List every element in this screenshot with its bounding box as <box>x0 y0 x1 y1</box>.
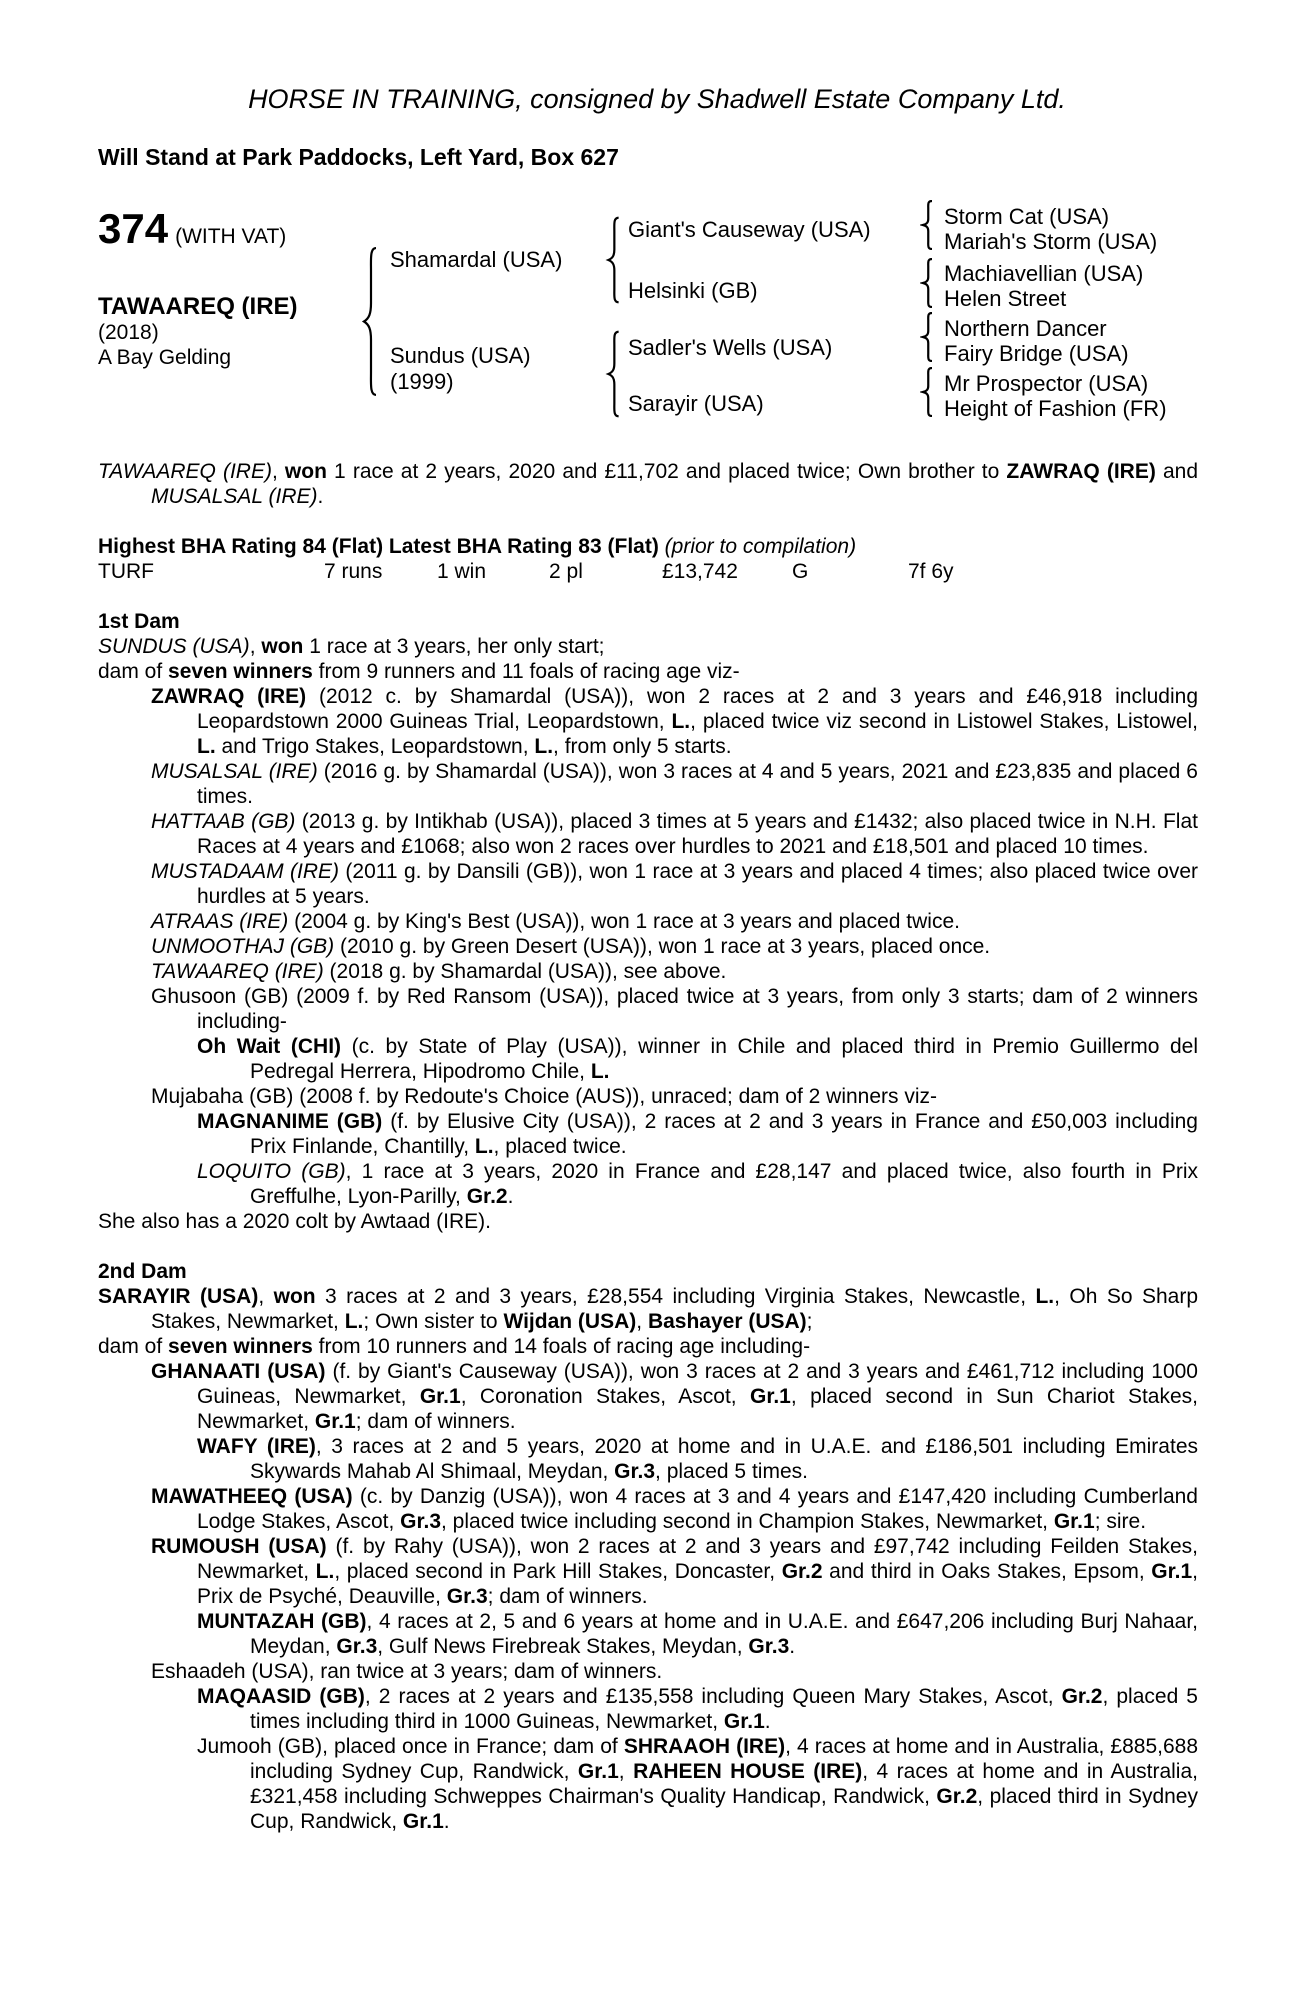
text-run: GHANAATI (USA) <box>151 1360 326 1383</box>
text-run: (f. by Rahy (USA)), won 2 races at 2 and 3 years and £97,742 including Feilden Stakes, Newmarket, <box>197 1535 1198 1583</box>
progeny-musalsal <box>98 759 1198 809</box>
text-run: , Prix de Psyché, Deauville, <box>197 1560 1199 1608</box>
text-run: (2010 g. by Green Desert (USA)), won 1 race at 3 years, placed once. <box>334 935 991 958</box>
text-run: RAHEEN HOUSE (IRE) <box>633 1760 863 1783</box>
text-run: Ghusoon (GB) (2009 f. by Red Ransom (USA)), placed twice at 3 years, from only 3 starts; dam of 2 winners including- <box>151 985 1198 1033</box>
text-run: Jumooh (GB), placed once in France; dam of <box>197 1735 624 1758</box>
text-run: , Oh So Sharp Stakes, Newmarket, <box>151 1285 1199 1333</box>
progeny-hattaab <box>98 809 1198 859</box>
progeny-ghusoon <box>98 984 1198 1034</box>
text-run: HATTAAB (GB) <box>151 810 296 833</box>
text-run: ; <box>806 1310 813 1333</box>
text-run: ZAWRAQ (IRE) <box>1006 460 1156 483</box>
race-record-row <box>98 559 1198 584</box>
text-run: Wijdan (USA) <box>503 1310 637 1333</box>
text-run: , 4 races at home and in Australia, £885,688 including Sydney Cup, Randwick, <box>250 1735 1198 1783</box>
brace-icon <box>920 258 935 308</box>
text-run: She also has a 2020 colt by Awtaad (IRE). <box>98 1210 492 1233</box>
sire-sire-name: Giant's Causeway (USA) <box>628 217 871 242</box>
progeny-muntazah <box>98 1609 1198 1659</box>
ancestor-height-of-fashion: Height of Fashion (FR) <box>944 396 1167 421</box>
progeny-rumoush <box>98 1534 1198 1609</box>
text-run: Gr.1 <box>750 1385 791 1408</box>
text-run: Gr.2 <box>936 1785 978 1808</box>
text-run: MAWATHEEQ (USA) <box>151 1485 353 1508</box>
text-run: 1 race at 2 years, 2020 and £11,702 and placed twice; Own brother to <box>326 460 1007 483</box>
text-run: SARAYIR (USA) <box>98 1285 259 1308</box>
section-heading-1st-dam: 1st Dam <box>98 610 180 633</box>
progeny-unmoothaj <box>98 934 1198 959</box>
brace-icon <box>920 312 935 362</box>
ancestor-northern-dancer: Northern Dancer <box>944 316 1107 341</box>
text-run: L. <box>344 1310 364 1333</box>
progeny-wafy <box>98 1434 1198 1484</box>
text-run: Bashayer (USA) <box>647 1310 807 1333</box>
text-run: and Trigo Stakes, Leopardstown, <box>215 735 535 758</box>
pedigree-tree <box>0 0 1314 440</box>
text-run: , Coronation Stakes, Ascot, <box>460 1385 750 1408</box>
text-run: UNMOOTHAJ (GB) <box>151 935 335 958</box>
horse-foaling-year: (2018) <box>98 321 159 344</box>
text-run: L. <box>590 1060 610 1083</box>
text-run: ; dam of winners. <box>355 1410 516 1433</box>
text-run: Mujabaha (GB) (2008 f. by Redoute's Choice (AUS)), unraced; dam of 2 winners viz- <box>151 1085 938 1108</box>
text-run: (f. by Elusive City (USA)), 2 races at 2 and 3 years in France and £50,003 including Prix Finlande, Chantilly, <box>250 1110 1198 1158</box>
progeny-tawaareq <box>98 959 1198 984</box>
stand-location: Will Stand at Park Paddocks, Left Yard, Box 627 <box>98 144 619 170</box>
text-run: (prior to compilation) <box>664 535 857 558</box>
horse-description: A Bay Gelding <box>98 346 232 369</box>
text-run: , <box>618 1760 634 1783</box>
catalog-text <box>98 459 1198 1834</box>
text-run: (f. by Giant's Causeway (USA)), won 3 races at 2 and 3 years and £461,712 including 1000 Guineas, Newmarket, <box>197 1360 1198 1408</box>
progeny-oh-wait <box>98 1034 1198 1084</box>
text-run: MUSTADAAM (IRE) <box>151 860 340 883</box>
text-run: from 10 runners and 14 foals of racing age including- <box>312 1335 811 1358</box>
text-run: Gr.1 <box>402 1810 444 1833</box>
text-run: , <box>636 1310 648 1333</box>
text-run: TAWAAREQ (IRE) <box>151 960 324 983</box>
dam-year: (1999) <box>390 369 454 394</box>
brace-icon <box>605 330 622 418</box>
dam-note-2020-colt <box>98 1209 1198 1234</box>
progeny-zawraq <box>98 684 1198 759</box>
text-run: Gr.2 <box>466 1185 508 1208</box>
ancestor-mariahs-storm: Mariah's Storm (USA) <box>944 229 1158 254</box>
lot-vat-note: (WITH VAT) <box>175 225 287 248</box>
text-run: Gr.1 <box>1053 1510 1095 1533</box>
text-run: SHRAAOH (IRE) <box>623 1735 786 1758</box>
text-run: , from only 5 starts. <box>553 735 732 758</box>
text-run: L. <box>1035 1285 1055 1308</box>
text-run: 3 races at 2 and 3 years, £28,554 including Virginia Stakes, Newcastle, <box>315 1285 1036 1308</box>
lot-header <box>98 205 287 252</box>
text-run: SUNDUS (USA) <box>98 635 250 658</box>
text-run: , 3 races at 2 and 5 years, 2020 at home and in U.A.E. and £186,501 including Emirates Skywards Mahab Al Shimaal, Meydan, <box>250 1435 1198 1483</box>
text-run: won <box>284 460 327 483</box>
dam-sundus-produce-intro <box>98 659 1198 684</box>
race-record-col: TURF <box>98 560 154 583</box>
text-run: , Gulf News Firebreak Stakes, Meydan, <box>377 1635 749 1658</box>
text-run: (c. by State of Play (USA)), winner in Chile and placed third in Premio Guillermo del Pedregal Herrera, Hipodromo Chile, <box>250 1035 1198 1083</box>
text-run: ATRAAS (IRE) <box>151 910 289 933</box>
progeny-ghanaati <box>98 1359 1198 1434</box>
text-run: . <box>443 1810 450 1833</box>
text-run: and <box>1155 460 1199 483</box>
text-run: , placed twice including second in Champion Stakes, Newmarket, <box>441 1510 1054 1533</box>
text-run: L. <box>671 710 691 733</box>
progeny-mujabaha <box>98 1084 1198 1109</box>
text-run: , placed second in Park Hill Stakes, Doncaster, <box>334 1560 782 1583</box>
text-run: L. <box>197 735 216 758</box>
brace-icon <box>360 245 380 398</box>
page-title: HORSE IN TRAINING, consigned by Shadwell Estate Company Ltd. <box>248 84 1066 114</box>
text-run: (2012 c. by Shamardal (USA)), won 2 races at 2 and 3 years and £46,918 including Leopardstown 2000 Guineas Trial, Leopardstown, <box>197 685 1198 733</box>
text-run: Highest BHA Rating 84 (Flat) Latest BHA Rating 83 (Flat) <box>98 535 665 558</box>
text-run: , placed twice. <box>493 1135 627 1158</box>
text-run: Gr.3 <box>446 1585 488 1608</box>
text-run: , <box>271 460 285 483</box>
text-run: . <box>789 1635 796 1658</box>
text-run: dam of <box>98 660 169 683</box>
text-run: 1 race at 3 years, her only start; <box>303 635 605 658</box>
race-record-col: £13,742 <box>662 560 738 583</box>
text-run: , 4 races at home and in Australia, £321,458 including Schweppes Chairman's Quality Handicap, Randwick, <box>250 1760 1198 1808</box>
text-run: ; dam of winners. <box>487 1585 648 1608</box>
dam-sire-name: Sadler's Wells (USA) <box>628 335 833 360</box>
brace-icon <box>605 216 622 304</box>
text-run: won <box>273 1285 316 1308</box>
text-run: and third in Oaks Stakes, Epsom, <box>822 1560 1152 1583</box>
text-run: , placed twice viz second in Listowel Stakes, Listowel, <box>690 710 1198 733</box>
text-run: , placed third in Sydney Cup, Randwick, <box>250 1785 1198 1833</box>
text-run: Eshaadeh (USA), ran twice at 3 years; dam of winners. <box>151 1660 663 1683</box>
text-run: Gr.1 <box>314 1410 356 1433</box>
dam-dam-name: Sarayir (USA) <box>628 391 764 416</box>
text-run: from 9 runners and 11 foals of racing age viz- <box>312 660 740 683</box>
ancestor-helen-street: Helen Street <box>944 286 1067 311</box>
text-run: ; Own sister to <box>363 1310 504 1333</box>
text-run: Gr.1 <box>577 1760 619 1783</box>
text-run: WAFY (IRE) <box>197 1435 316 1458</box>
progeny-jumooh <box>98 1734 1198 1834</box>
brace-icon <box>920 200 935 250</box>
dam-sundus-summary <box>98 634 1198 659</box>
progeny-mawatheeq <box>98 1484 1198 1534</box>
text-run: Gr.2 <box>1061 1685 1103 1708</box>
race-record-col: 2 pl <box>549 560 583 583</box>
text-run: , 4 races at 2, 5 and 6 years at home and in U.A.E. and £647,206 including Burj Nahaar, Meydan, <box>250 1610 1198 1658</box>
horse-race-summary <box>98 459 1198 509</box>
text-run: . <box>507 1185 514 1208</box>
text-run: (2013 g. by Intikhab (USA)), placed 3 times at 5 years and £1432; also placed twice in N.H. Flat Races at 4 years and £1068; also won 2 races over hurdles to 2021 and £18,501 and placed 10 times. <box>197 810 1198 858</box>
text-run: (2018 g. by Shamardal (USA)), see above. <box>323 960 727 983</box>
text-run: MAGNANIME (GB) <box>197 1110 383 1133</box>
ancestor-fairy-bridge: Fairy Bridge (USA) <box>944 341 1129 366</box>
text-run: L. <box>534 735 554 758</box>
lot-number: 374 <box>98 205 169 252</box>
text-run: Oh Wait (CHI) <box>197 1035 342 1058</box>
text-run: , placed 5 times. <box>655 1460 808 1483</box>
text-run: seven winners <box>168 1335 313 1358</box>
text-run: L. <box>474 1135 494 1158</box>
text-run: , placed 5 times including third in 1000 Guineas, Newmarket, <box>250 1685 1198 1733</box>
text-run: Gr.1 <box>723 1710 765 1733</box>
text-run: . <box>317 485 324 508</box>
race-record-col: 1 win <box>437 560 487 583</box>
sire-name: Shamardal (USA) <box>390 247 563 272</box>
text-run: Gr.3 <box>400 1510 442 1533</box>
ancestor-storm-cat: Storm Cat (USA) <box>944 204 1110 229</box>
text-run: Gr.1 <box>1151 1560 1193 1583</box>
progeny-maqaasid <box>98 1684 1198 1734</box>
text-run: Gr.3 <box>748 1635 790 1658</box>
text-run: , placed second in Sun Chariot Stakes, Newmarket, <box>197 1385 1198 1433</box>
text-run: L. <box>315 1560 335 1583</box>
horse-identity <box>98 293 298 370</box>
progeny-mustadaam <box>98 859 1198 909</box>
text-run: , <box>249 635 262 658</box>
progeny-loquito <box>98 1159 1198 1209</box>
text-run: MAQAASID (GB) <box>197 1685 365 1708</box>
ancestor-machiavellian: Machiavellian (USA) <box>944 261 1144 286</box>
text-run: ; sire. <box>1094 1510 1147 1533</box>
text-run: (2016 g. by Shamardal (USA)), won 3 races at 4 and 5 years, 2021 and £23,835 and placed 6 times. <box>197 760 1198 808</box>
text-run: . <box>764 1710 771 1733</box>
progeny-magnanime <box>98 1109 1198 1159</box>
progeny-eshaadeh <box>98 1659 1198 1684</box>
text-run: MUSALSAL (IRE) <box>151 760 318 783</box>
text-run: MUNTAZAH (GB) <box>197 1610 367 1633</box>
bha-rating-line <box>98 534 1198 559</box>
text-run: Gr.3 <box>614 1460 656 1483</box>
text-run: (2004 g. by King's Best (USA)), won 1 race at 3 years and placed twice. <box>288 910 960 933</box>
dam-sarayir-produce-intro <box>98 1334 1198 1359</box>
race-record-col: G <box>792 560 809 583</box>
text-run: Gr.3 <box>336 1635 378 1658</box>
horse-name: TAWAAREQ (IRE) <box>98 293 298 320</box>
text-run: , 1 race at 3 years, 2020 in France and £28,147 and placed twice, also fourth in Prix Greffulhe, Lyon-Parilly, <box>250 1160 1198 1208</box>
text-run: Gr.1 <box>419 1385 461 1408</box>
dam-sarayir-summary <box>98 1284 1198 1334</box>
text-run: RUMOUSH (USA) <box>151 1535 327 1558</box>
text-run: (2011 g. by Dansili (GB)), won 1 race at 3 years and placed 4 times; also placed twice over hurdles at 5 years. <box>197 860 1198 908</box>
text-run: MUSALSAL (IRE) <box>151 485 318 508</box>
ancestor-mr-prospector: Mr Prospector (USA) <box>944 371 1149 396</box>
race-record-col: 7f 6y <box>908 560 954 583</box>
sire-dam-name: Helsinki (GB) <box>628 278 758 303</box>
progeny-atraas <box>98 909 1198 934</box>
text-run: Gr.2 <box>781 1560 823 1583</box>
text-run: ZAWRAQ (IRE) <box>151 685 307 708</box>
text-run: dam of <box>98 1335 169 1358</box>
dam-name: Sundus (USA) <box>390 343 531 368</box>
text-run: , 2 races at 2 years and £135,558 including Queen Mary Stakes, Ascot, <box>364 1685 1062 1708</box>
text-run: , <box>258 1285 274 1308</box>
text-run: LOQUITO (GB) <box>197 1160 346 1183</box>
section-heading-2nd-dam: 2nd Dam <box>98 1260 187 1283</box>
text-run: TAWAAREQ (IRE) <box>98 460 272 483</box>
text-run: (c. by Danzig (USA)), won 4 races at 3 and 4 years and £147,420 including Cumberland Lodge Stakes, Ascot, <box>197 1485 1198 1533</box>
brace-icon <box>920 367 935 417</box>
race-record-col: 7 runs <box>324 560 383 583</box>
text-run: won <box>261 635 304 658</box>
text-run: seven winners <box>168 660 313 683</box>
